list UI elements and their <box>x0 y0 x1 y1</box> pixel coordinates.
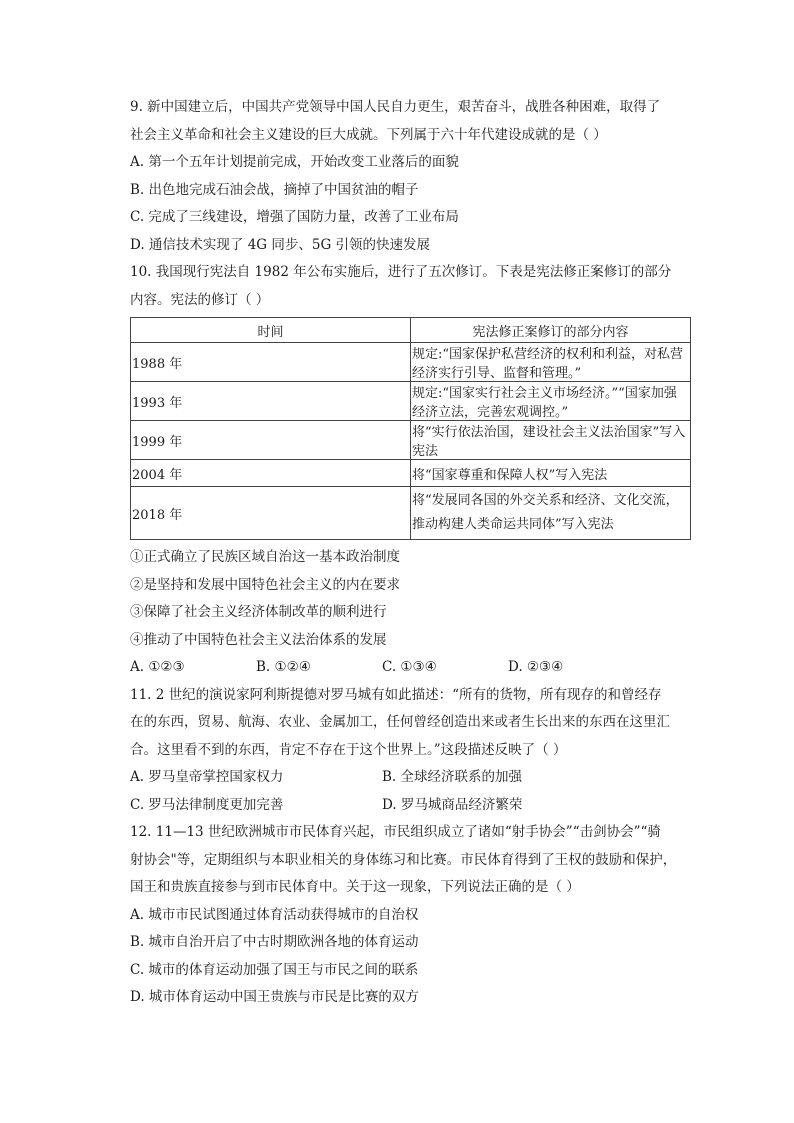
table-header-row <box>131 318 691 343</box>
option-b: B. 出色地完成石油会战，摘掉了中国贫油的帽子 <box>130 181 419 198</box>
question-text: 合。这里看不到的东西，肯定不存在于这个世界上。”这段描述反映了（ ） <box>130 741 567 758</box>
statement-4: ④推动了中国特色社会主义法治体系的发展 <box>130 631 387 648</box>
option-c: C. 城市的体育运动加强了国王与市民之间的联系 <box>130 961 419 978</box>
row-content: 规定:“国家实行社会主义市场经济。”“国家加强经济立法，完善宏观调控。” <box>411 382 691 421</box>
row-content: 将“发展同各国的外交关系和经济、文化交流，推动构建人类命运共同体”写入宪法 <box>411 487 691 540</box>
options-row <box>130 654 690 682</box>
option-c: C. 罗马法律制度更加完善 <box>130 796 284 813</box>
option-a: A. ①②③ <box>130 659 185 675</box>
row-content: 规定:“国家保护私营经济的权利和利益，对私营经济实行引导、监督和管理。” <box>411 343 691 382</box>
option-b: B. 全球经济联系的加强 <box>382 769 523 785</box>
question-text: 9. 新中国建立后，中国共产党领导中国人民自力更生，艰苦奋斗，战胜各种困难，取得了 <box>130 99 661 115</box>
row-year: 2018 年 <box>131 487 411 540</box>
statement-1: ①正式确立了民族区域自治这一基本政治制度 <box>130 549 400 565</box>
exam-page <box>130 94 690 1012</box>
statement-2: ②是坚持和发展中国特色社会主义的内在要求 <box>130 576 400 593</box>
question-11 <box>130 682 690 820</box>
question-text: 10. 我国现行宪法自 1982 年公布实施后，进行了五次修订。下表是宪法修正案修订的部分 <box>130 264 672 280</box>
row-year: 2004 年 <box>131 460 411 487</box>
option-a: A. 城市市民试图通过体育活动获得城市的自治权 <box>130 906 419 923</box>
option-a: A. 罗马皇帝掌控国家权力 <box>130 769 284 785</box>
question-text: 国王和贵族直接参与到市民体育中。关于这一现象，下列说法正确的是（ ） <box>130 879 580 895</box>
table-row <box>131 343 691 382</box>
row-content: 将“国家尊重和保障人权”写入宪法 <box>411 460 691 487</box>
option-b: B. ①②④ <box>256 659 311 675</box>
options-row <box>130 764 690 792</box>
table-row <box>131 382 691 421</box>
option-b: B. 城市自治开启了中古时期欧洲各地的体育运动 <box>130 934 419 950</box>
table-row <box>131 460 691 487</box>
constitution-amendment-table <box>130 317 691 540</box>
header-time: 时间 <box>131 318 411 343</box>
table-row <box>131 421 691 460</box>
option-d: D. 罗马城商品经济繁荣 <box>382 796 523 813</box>
table-row <box>131 487 691 540</box>
option-d: D. 城市体育运动中国王贵族与市民是比赛的双方 <box>130 989 419 1005</box>
question-text: 在的东西，贸易、航海、农业、金属加工，任何曾经创造出来或者生长出来的东西在这里汇 <box>130 714 670 730</box>
row-year: 1999 年 <box>131 421 411 460</box>
question-10 <box>130 259 690 682</box>
row-year: 1993 年 <box>131 382 411 421</box>
header-content: 宪法修正案修订的部分内容 <box>411 318 691 343</box>
row-year: 1988 年 <box>131 343 411 382</box>
question-text: 射协会"等，定期组织与本职业相关的身体练习和比赛。市民体育得到了王权的鼓励和保护， <box>130 851 677 868</box>
question-9 <box>130 94 690 259</box>
option-a: A. 第一个五年计划提前完成，开始改变工业落后的面貌 <box>130 154 459 170</box>
options-row <box>130 792 690 820</box>
option-d: D. 通信技术实现了 4G 同步、5G 引领的快速发展 <box>130 236 431 253</box>
option-d: D. ②③④ <box>508 659 564 675</box>
question-text: 12. 11—13 世纪欧洲城市市民体育兴起，市民组织成立了诸如“射手协会”“击剑协会”“骑 <box>130 824 661 840</box>
statement-3: ③保障了社会主义经济体制改革的顺利进行 <box>130 604 387 620</box>
question-text: 内容。宪法的修订（ ） <box>130 291 270 308</box>
question-text: 11. 2 世纪的演说家阿利斯提德对罗马城有如此描述：“所有的货物，所有现存的和曾经存 <box>130 686 662 703</box>
question-text: 社会主义革命和社会主义建设的巨大成就。下列属于六十年代建设成就的是（ ） <box>130 126 607 143</box>
option-c: C. 完成了三线建设，增强了国防力量，改善了工业布局 <box>130 209 459 225</box>
question-12 <box>130 819 690 1012</box>
row-content: 将“实行依法治国，建设社会主义法治国家”写入宪法 <box>411 421 691 460</box>
option-c: C. ①③④ <box>382 659 437 675</box>
